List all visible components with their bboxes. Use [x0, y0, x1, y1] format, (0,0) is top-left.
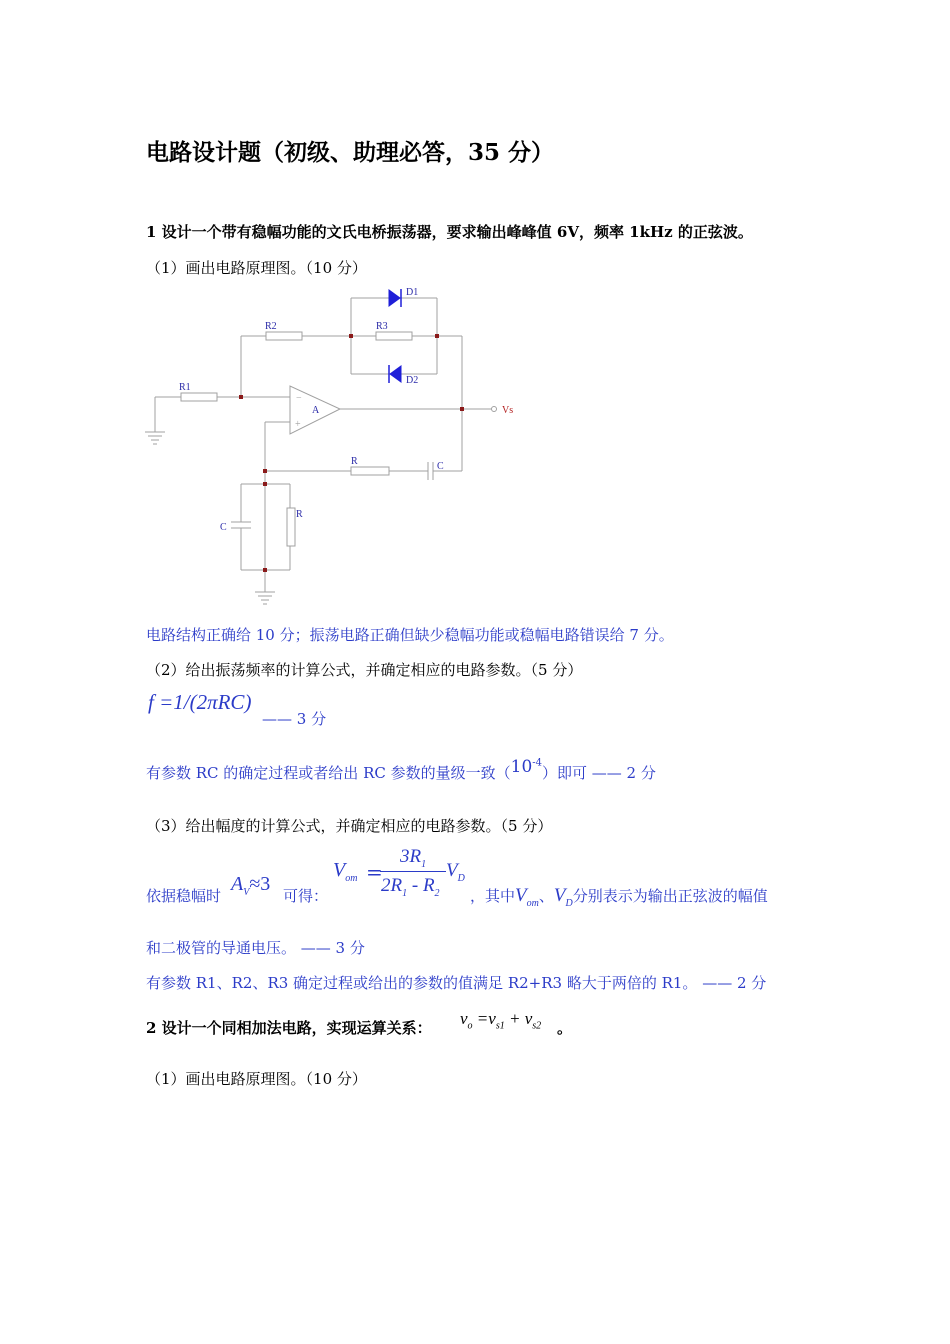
q2-formula — [460, 1009, 541, 1031]
vs2-letter: + v — [504, 1009, 533, 1028]
diode-d1 — [389, 289, 401, 307]
diode-d2 — [389, 365, 401, 383]
frequency-formula: f =1/(2πRC) — [148, 690, 252, 714]
label-plus: + — [295, 419, 301, 430]
label-amp: A — [312, 405, 320, 416]
question-1-heading: 1 设计一个带有稳幅功能的文氏电桥振荡器，要求输出峰峰值 6V，频率 1kHz 的正弦波。 — [146, 223, 753, 241]
r1-resistor — [181, 393, 217, 401]
tail-text-2: 分别表示为输出正弦波的幅值 — [572, 887, 768, 905]
r2-resistor — [266, 332, 302, 340]
r-shunt-resistor — [287, 508, 295, 546]
equals-sign: = — [366, 860, 383, 884]
vs1-letter: =v — [472, 1009, 496, 1028]
denominator-term-b: R — [422, 875, 435, 896]
denominator-a-subscript: 1 — [402, 887, 408, 899]
q2-part1: （1）画出电路原理图。（10 分） — [146, 1070, 367, 1088]
output-terminal — [492, 407, 497, 412]
question-2-heading: 2 设计一个同相加法电路，实现运算关系： — [146, 1019, 432, 1037]
fraction-numerator — [400, 846, 426, 870]
fraction-denominator — [381, 875, 440, 899]
tail-vom-letter: V — [515, 885, 527, 906]
score2b-suffix: ）即可 —— 2 分 — [542, 764, 656, 782]
denominator-b-subscript: 2 — [434, 887, 440, 899]
av-subscript: V — [243, 887, 250, 898]
vo-subscript: o — [467, 1020, 473, 1032]
denominator-minus: - — [407, 875, 423, 896]
q1-score2b — [146, 757, 656, 783]
numerator-text: 3R — [400, 846, 422, 867]
tail-vd — [553, 885, 573, 909]
label-minus: − — [296, 393, 302, 404]
page-title: 电路设计题（初级、助理必答，35 分） — [146, 139, 555, 166]
vom-symbol: V — [333, 859, 346, 881]
basis-tail — [470, 885, 768, 909]
vo-letter: v — [460, 1009, 468, 1028]
label-vs: Vs — [502, 405, 514, 416]
av-symbol: A — [231, 873, 244, 895]
q1-part1: （1）画出电路原理图。（10 分） — [146, 259, 367, 277]
label-r3: R3 — [376, 321, 388, 332]
denominator-term-a: 2R — [381, 875, 403, 896]
score2b-prefix: 有参数 RC 的确定过程或者给出 RC 参数的量级一致（ — [146, 764, 511, 782]
label-r-shunt: R — [296, 509, 303, 520]
magnitude-exponent: -4 — [532, 757, 543, 769]
q1-score2a: —— 3 分 — [262, 710, 327, 728]
magnitude-base: 10 — [510, 757, 533, 777]
tail-vom — [515, 885, 539, 909]
tail-separator: 、 — [538, 887, 554, 905]
magnitude-value — [511, 757, 542, 777]
label-d1: D1 — [406, 287, 419, 298]
fraction-bar — [380, 871, 446, 872]
label-r-series: R — [351, 456, 358, 467]
basis-prefix: 依据稳幅时 — [146, 887, 222, 905]
basis-line2: 和二极管的导通电压。 —— 3 分 — [146, 939, 365, 957]
wien-bridge-circuit-diagram — [140, 280, 540, 610]
q1-part3: （3）给出幅度的计算公式，并确定相应的电路参数。（5 分） — [146, 817, 553, 835]
vs2-subscript: s2 — [532, 1020, 542, 1032]
label-c-series: C — [437, 461, 444, 472]
tail-vd-subscript: D — [565, 897, 573, 909]
basis-mid: 可得： — [283, 887, 329, 905]
tail-vom-subscript: om — [526, 897, 539, 909]
q2-end-mark: 。 — [557, 1019, 573, 1037]
r-series-resistor — [351, 467, 389, 475]
vom-lhs — [333, 859, 357, 884]
label-d2: D2 — [406, 375, 419, 386]
label-r2: R2 — [265, 321, 277, 332]
q1-part2: （2）给出振荡频率的计算公式，并确定相应的电路参数。（5 分） — [146, 661, 583, 679]
vd-subscript: D — [457, 872, 465, 884]
vs1-subscript: s1 — [495, 1020, 505, 1032]
q1-score1: 电路结构正确给 10 分；振荡电路正确但缺少稳幅功能或稳幅电路错误给 7 分。 — [146, 626, 674, 644]
label-c-shunt: C — [220, 522, 227, 533]
tail-vd-letter: V — [553, 885, 566, 906]
vd-letter: V — [446, 860, 458, 881]
av-formula — [231, 873, 270, 898]
numerator-subscript: 1 — [421, 858, 427, 870]
tail-text-1: ，其中 — [470, 887, 516, 905]
vd-symbol — [446, 860, 465, 884]
r3-resistor — [376, 332, 412, 340]
av-approx: ≈3 — [249, 873, 271, 895]
vom-subscript: om — [345, 873, 358, 884]
q1-score3b: 有参数 R1、R2、R3 确定过程或给出的参数的值满足 R2+R3 略大于两倍的 R1。 —— 2 分 — [146, 974, 767, 992]
label-r1: R1 — [179, 382, 191, 393]
